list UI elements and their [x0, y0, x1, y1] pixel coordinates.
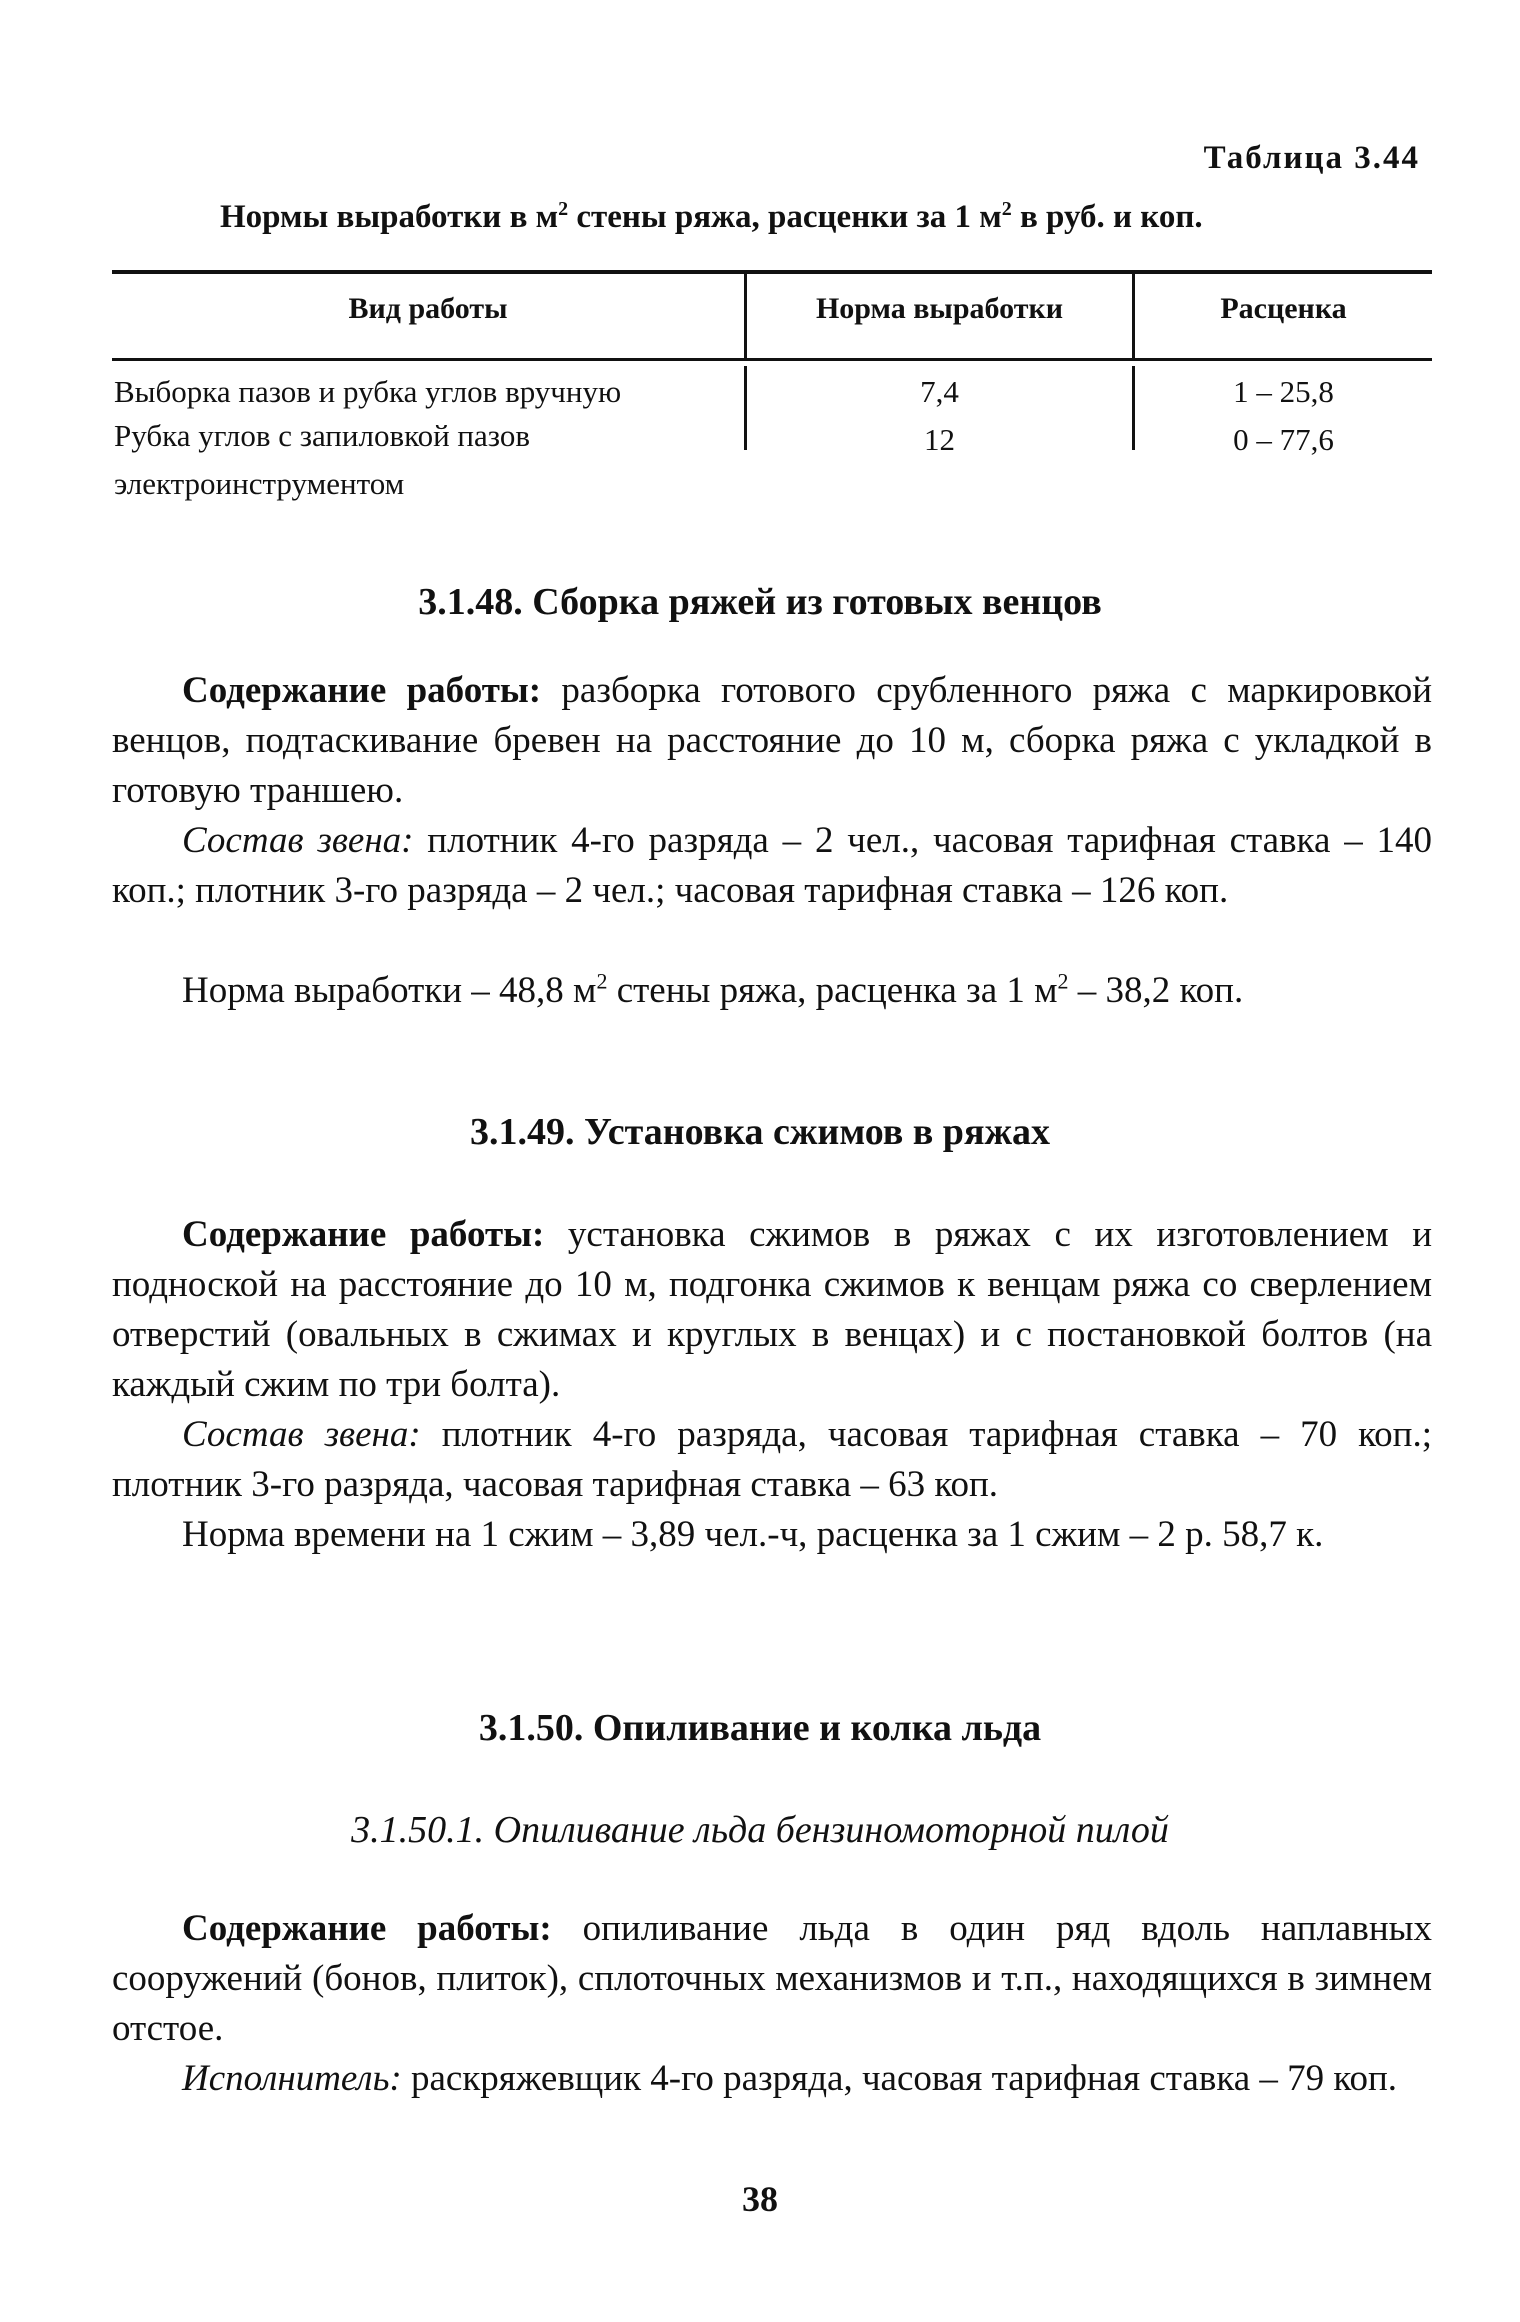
table-cell-work: Выборка пазов и рубка углов вручную: [114, 374, 622, 409]
section-title-3-1-49: 3.1.49. Установка сжимов в ряжах: [469, 1111, 1051, 1153]
s2-norm: Норма времени на 1 сжим – 3,89 чел.-ч, расценка за 1 сжим – 2 р. 58,7 к.: [182, 1514, 1324, 1555]
table-label: Таблица 3.44: [1203, 140, 1420, 176]
table-header-norm: Норма выработки: [815, 292, 1064, 325]
subsection-title-3-1-50-1: 3.1.50.1. Опиливание льда бензиномоторной пилой: [351, 1809, 1169, 1851]
table-header-rate: Расценка: [1220, 292, 1347, 325]
s1-work-content-text: разборка готового срубленного ряжа с маркировкой венцов, подтаскивание бревен на расстояние до 10 м, сборка ряжа с укладкой в готовую траншею.: [112, 670, 1432, 811]
table-header-work: Вид работы: [348, 292, 508, 325]
s1-norm-text-1: Норма выработки – 48,8 м: [182, 970, 597, 1011]
s3-work-content-text: опиливание льда в один ряд вдоль наплавных сооружений (бонов, плиток), сплоточных механизмов и т.п., находящихся в зимнем отстое.: [112, 1908, 1432, 2049]
s3-work-content: [112, 1904, 1432, 2054]
table-top-rule: [112, 270, 1432, 274]
s2-work-content-text: установка сжимов в ряжах с их изготовлением и подноской на расстояние до 10 м, подгонка сжимов к венцам ряжа со сверлением отверстий (овальных в сжимах и круглых в венцах) и с постановкой болтов (на каждый сжим по три болта).: [112, 1214, 1432, 1405]
s1-crew-label: Состав звена:: [182, 820, 414, 861]
s3-performer-label: Исполнитель:: [182, 2058, 402, 2099]
s1-crew-text: плотник 4-го разряда – 2 чел., часовая тарифная ставка – 140 коп.; плотник 3-го разряда – 2 чел.; часовая тарифная ставка – 126 коп.: [112, 820, 1433, 911]
table-cell-work: Рубка углов с запиловкой пазов электроинструментом: [114, 418, 530, 501]
s2-crew: [112, 1410, 1432, 1510]
s1-norm-sup-2: 2: [1057, 968, 1069, 994]
s2-crew-label: Состав звена:: [182, 1414, 421, 1455]
s1-norm-sup-1: 2: [596, 968, 608, 994]
s1-norm-text-2: стены ряжа, расценка за 1 м: [607, 970, 1058, 1011]
caption-text-3: в руб. и коп.: [1011, 199, 1203, 235]
s2-work-content-label: Содержание работы:: [182, 1214, 545, 1255]
s1-crew: [112, 816, 1432, 916]
page-number: 38: [742, 2179, 778, 2219]
caption-text-2: стены ряжа, расценки за 1 м: [568, 199, 1002, 235]
s3-performer: [112, 2054, 1432, 2104]
s1-norm-text-3: – 38,2 коп.: [1068, 970, 1244, 1011]
table-caption: [220, 198, 1320, 236]
caption-text-1: Нормы выработки в м: [220, 199, 559, 235]
s1-work-content: [112, 666, 1432, 816]
table-cell-rate: 0 – 77,6: [1233, 422, 1334, 457]
table-cell-rate: 1 – 25,8: [1233, 374, 1334, 409]
table-cell-norm: 7,4: [920, 374, 959, 409]
s1-norm: [112, 966, 1432, 1016]
section-title-3-1-50: 3.1.50. Опиливание и колка льда: [478, 1707, 1042, 1749]
s2-crew-text: плотник 4-го разряда, часовая тарифная ставка – 70 коп.; плотник 3-го разряда, часовая тарифная ставка – 63 коп.: [112, 1414, 1432, 1505]
section-title-3-1-48: 3.1.48. Сборка ряжей из готовых венцов: [418, 581, 1102, 623]
s3-work-content-label: Содержание работы:: [182, 1908, 552, 1949]
table-cell-norm: 12: [924, 422, 955, 457]
s1-work-content-label: Содержание работы:: [182, 670, 542, 711]
table-header-rule: [112, 358, 1432, 361]
s3-performer-text: раскряжевщик 4-го разряда, часовая тарифная ставка – 79 коп.: [401, 2058, 1398, 2099]
s2-work-content: [112, 1210, 1432, 1410]
caption-sup-2: 2: [1001, 198, 1012, 220]
caption-sup-1: 2: [558, 198, 569, 220]
